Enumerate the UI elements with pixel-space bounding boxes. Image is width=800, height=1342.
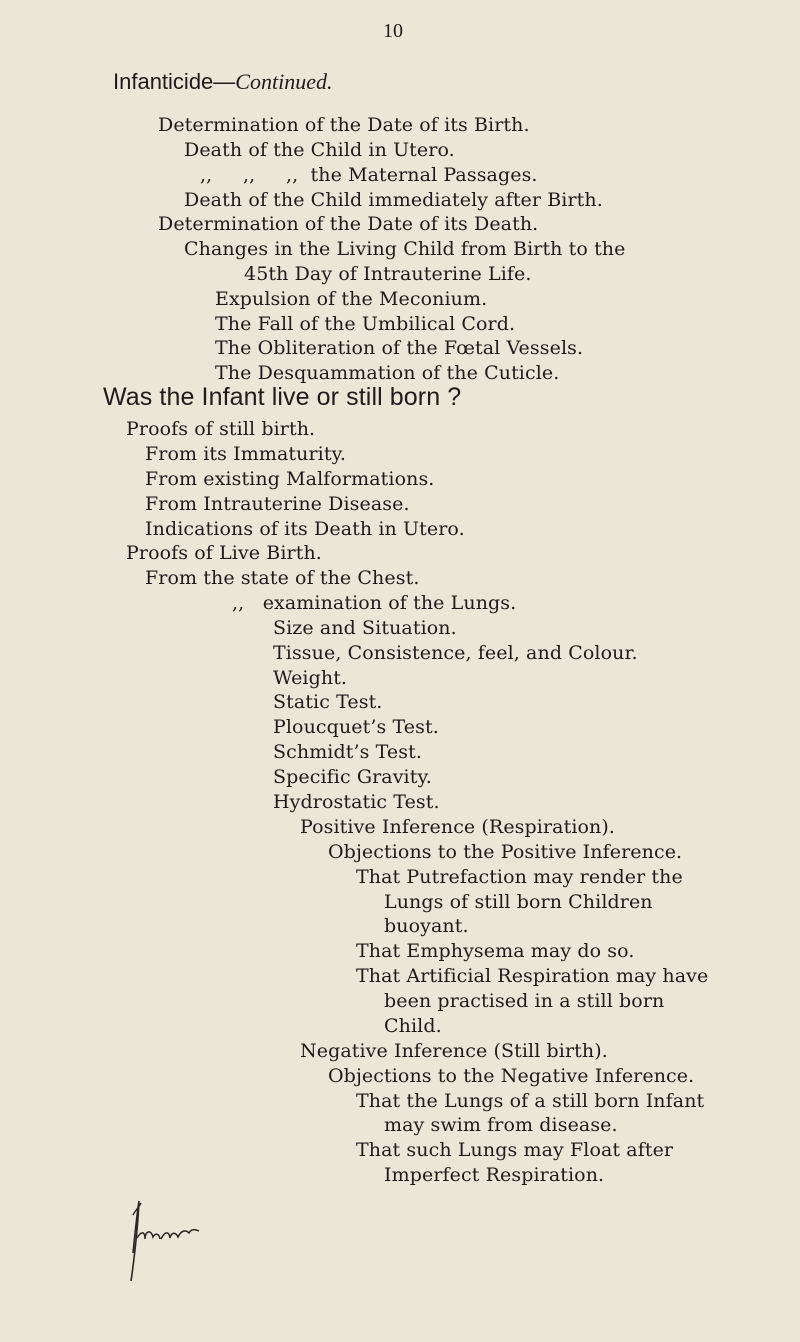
outline-line: Weight. xyxy=(273,667,348,689)
outline-line: That Putrefaction may render the xyxy=(356,866,683,888)
outline-line: Imperfect Respiration. xyxy=(384,1164,605,1186)
handwritten-signature xyxy=(123,1193,203,1283)
outline-line: Child. xyxy=(384,1015,442,1037)
outline-line: The Obliteration of the Fœtal Vessels. xyxy=(215,337,584,359)
outline-line: Determination of the Date of its Death. xyxy=(158,213,539,235)
outline-line: Negative Inference (Still birth). xyxy=(300,1040,608,1062)
outline-line: Hydrostatic Test. xyxy=(273,791,440,813)
outline-line: Schmidt’s Test. xyxy=(273,741,422,763)
outline-line: been practised in a still born xyxy=(384,990,665,1012)
outline-line: Objections to the Positive Inference. xyxy=(328,841,683,863)
outline-line: Expulsion of the Meconium. xyxy=(215,288,488,310)
outline-line: Proofs of still birth. xyxy=(126,418,316,440)
outline-line: Indications of its Death in Utero. xyxy=(145,518,465,540)
outline-line: From Intrauterine Disease. xyxy=(145,493,410,515)
heading-continued: Continued. xyxy=(235,69,333,94)
outline-line: Changes in the Living Child from Birth to the xyxy=(184,238,626,260)
outline-line: That Emphysema may do so. xyxy=(356,940,635,962)
outline-line: Specific Gravity. xyxy=(273,766,432,788)
outline-line: That Artificial Respiration may have xyxy=(356,965,709,987)
outline-line: Static Test. xyxy=(273,691,383,713)
outline-line: Death of the Child in Utero. xyxy=(184,139,455,161)
outline-line: That such Lungs may Float after xyxy=(356,1139,674,1161)
outline-line: 45th Day of Intrauterine Life. xyxy=(244,263,532,285)
outline-line: ,, ,, ,, the Maternal Passages. xyxy=(200,164,538,186)
outline-line: From the state of the Chest. xyxy=(145,567,420,589)
outline-line: The Desquammation of the Cuticle. xyxy=(215,362,560,384)
section-heading xyxy=(113,69,332,95)
outline-line: Ploucquet’s Test. xyxy=(273,716,439,738)
outline-line: Size and Situation. xyxy=(273,617,457,639)
outline-line: Death of the Child immediately after Birth. xyxy=(184,189,603,211)
outline-line: Proofs of Live Birth. xyxy=(126,542,322,564)
outline-line: ,, examination of the Lungs. xyxy=(232,592,517,614)
outline-line: buoyant. xyxy=(384,915,469,937)
page-number: 10 xyxy=(383,20,403,42)
outline-line: may swim from disease. xyxy=(384,1114,618,1136)
section-question: Was the Infant live or still born ? xyxy=(103,383,462,411)
outline-line: Determination of the Date of its Birth. xyxy=(158,114,530,136)
outline-line: Tissue, Consistence, feel, and Colour. xyxy=(273,642,638,664)
outline-line: From existing Malformations. xyxy=(145,468,435,490)
outline-line: Objections to the Negative Inference. xyxy=(328,1065,695,1087)
outline-line: Positive Inference (Respiration). xyxy=(300,816,616,838)
outline-line: That the Lungs of a still born Infant xyxy=(356,1090,705,1112)
outline-line: The Fall of the Umbilical Cord. xyxy=(215,313,516,335)
outline-line: Lungs of still born Children xyxy=(384,891,653,913)
outline-line: From its Immaturity. xyxy=(145,443,347,465)
heading-title: Infanticide— xyxy=(113,69,236,94)
